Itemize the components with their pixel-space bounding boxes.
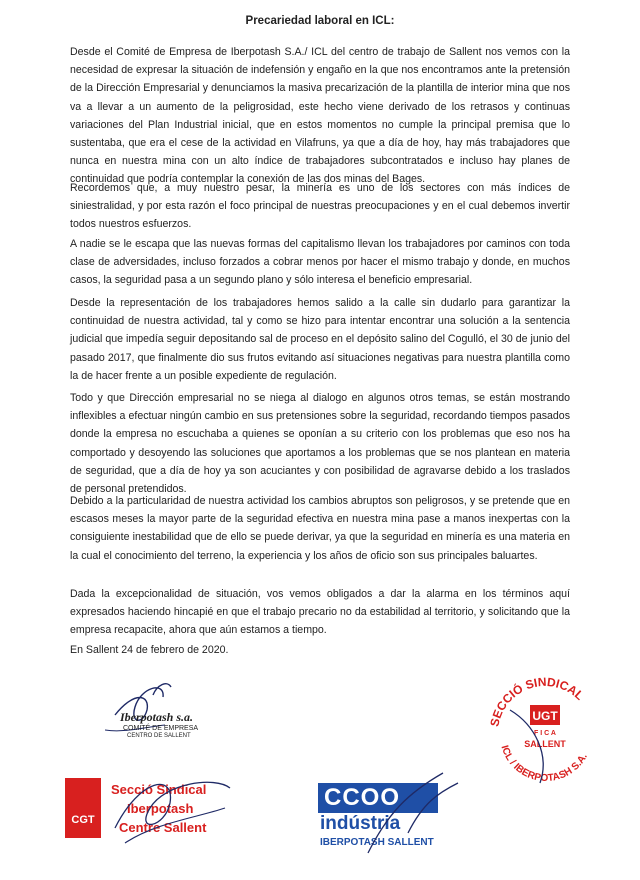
ugt-fica: F I C A xyxy=(534,730,556,737)
ugt-top-text: SECCIÓ SINDICAL xyxy=(487,674,587,728)
paragraph-5: Todo y que Dirección empresarial no se niega al dialogo en algunos otros temas, se están mostrando inflexibles a efectuar ningún cambio en sus pretensiones sobre la seguridad, recordando tiempos pasados donde la empresa no escuchaba a quienes se oponían a su criterio con los problemas que eso nos ha comportado y desoyendo las soluciones que aportamos a los problemas que se nos plantean en materia de seguridad, que a día de hoy ya son acuciantes y con posibilidad de agravarse debido a los traslados de personal pretendidos. xyxy=(70,392,570,496)
ugt-logo-text: UGT xyxy=(532,709,558,723)
cgt-stamp xyxy=(65,778,235,858)
cgt-line1: Secció Sindical xyxy=(111,782,207,797)
ugt-bottom-text: ICL / IBERPOTASH S.A. xyxy=(498,744,590,785)
cgt-logo-text: CGT xyxy=(71,814,95,826)
cgt-line2: Iberpotash xyxy=(127,801,194,816)
paragraph-7: Dada la excepcionalidad de situación, vos vemos obligados a dar la alarma en los términos aquí expresados haciendo hincapié en que el trabajo precario no da estabilidad al territorio, y solicitando que la empresa recapacite, ahora que aún estamos a tiempo. xyxy=(70,588,570,637)
comite-empresa-stamp xyxy=(105,675,245,755)
paragraph-4: Desde la representación de los trabajadores hemos salido a la calle sin dudarlo para garantizar la continuidad de nuestra actividad, tal y como se hizo para intentar encontrar una solución a la sentencia judicial que impedía seguir depositando sal de proceso en el depósito salino del Cogulló, el 30 de junio del pasado 2017, que finalmente dio sus frutos evitando así situaciones negativas para nuestra plantilla como la de hacer frente a un posible expediente de regulación. xyxy=(70,297,570,382)
cgt-logo-box xyxy=(65,778,101,838)
ccoo-logo: CCOO xyxy=(318,783,438,813)
ccoo-stamp xyxy=(318,783,468,863)
document-date: En Sallent 24 de febrero de 2020. xyxy=(70,644,229,656)
ugt-place: SALLENT xyxy=(524,739,566,749)
comite-stamp-name: Iberpotash s.a. xyxy=(120,710,194,724)
ugt-seal xyxy=(480,665,610,795)
cgt-line3: Centre Sallent xyxy=(119,820,207,835)
paragraph-3: A nadie se le escapa que las nuevas formas del capitalismo llevan los trabajadores por caminos con toda clase de adversidades, incluso forzados a cobrar menos por hacer el mismo trabajo y donde, en muchos casos, la seguridad pasa a un segundo plano y sólo interesa el beneficio empresarial. xyxy=(70,238,570,287)
paragraph-1: Desde el Comité de Empresa de Iberpotash S.A./ ICL del centro de trabajo de Sallent nos vemos con la necesidad de expresar la situación de indefensión y engaño en la que nos encontramos ante la pretensión de la Dirección Empresarial y denunciamos la masiva precarización de la plantilla de interior mina que nos va a llevar a un aumento de la peligrosidad, este hecho viene derivado de los retrasos y continuas variaciones del Plan Industrial inicial, que en estos momentos no cumple la principal premisa que lo sustentaba, que era el cese de la actividad en Vilafruns, ya que a día de hoy, hay más trabajadores que nunca en nuestra mina con un alto índice de trabajadores subcontratados e incluso hay planes de continuidad que podría contemplar la conexión de las dos minas del Bages. xyxy=(70,46,570,186)
paragraph-6: Debido a la particularidad de nuestra actividad los cambios abruptos son peligrosos, y se pretende que en escasos meses la mayor parte de la seguridad efectiva en nuestra mina pase a manos inexpertas con la consiguiente inestabilidad que de ello se puede derivar, ya que la seguridad en minería es una materia en la cual el conocimiento del terreno, la experiencia y los años de oficio son sus principales baluartes. xyxy=(70,495,570,562)
paragraph-2: Recordemos que, a muy nuestro pesar, la minería es uno de los sectores con más índices de siniestralidad, y por esta razón el foco principal de nuestras preocupaciones y en el cual debemos invertir todos nuestros esfuerzos. xyxy=(70,182,570,231)
comite-stamp-line1: COMITÉ DE EMPRESA xyxy=(123,725,199,732)
document-title: Precariedad laboral en ICL: xyxy=(245,15,395,27)
ccoo-line2: IBERPOTASH SALLENT xyxy=(320,837,434,848)
comite-stamp-line2: CENTRO DE SALLENT xyxy=(127,733,191,739)
ccoo-line1: indústria xyxy=(320,813,401,834)
